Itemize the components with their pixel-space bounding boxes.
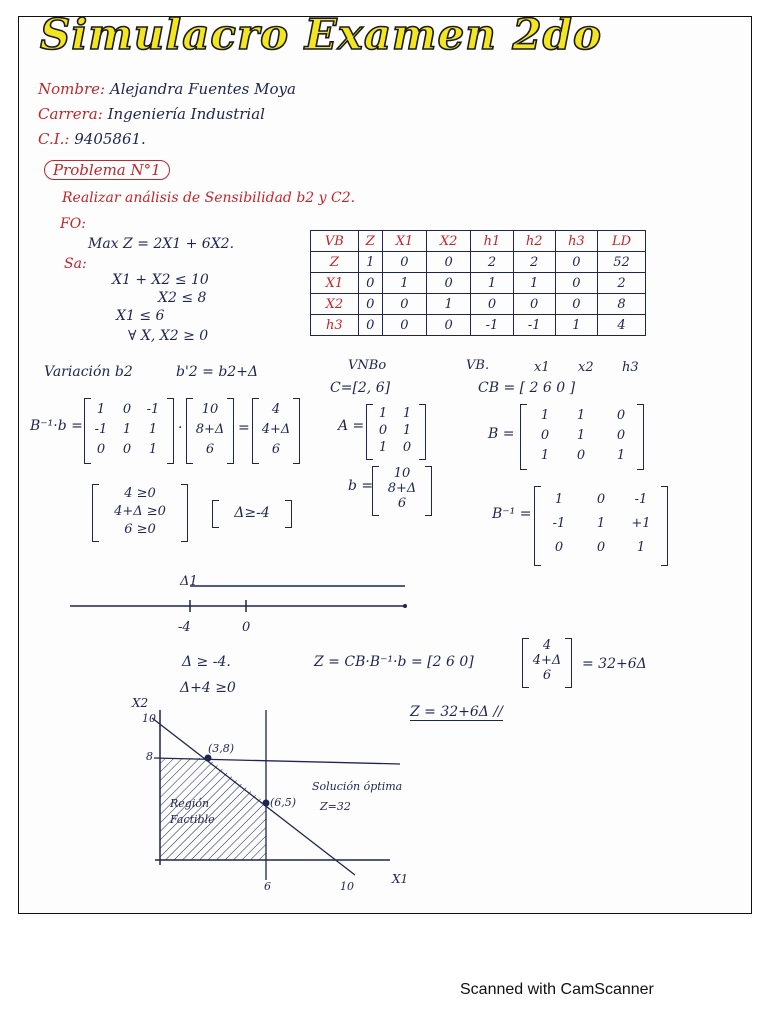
constraint-4: ∀ X, X2 ≥ 0: [128, 328, 209, 344]
simplex-tableau: [310, 230, 646, 336]
matrix-cell: 1: [576, 428, 586, 443]
vector-cell: 8+Δ: [195, 422, 225, 437]
x-axis-label: X1: [392, 872, 409, 886]
vb-binv-matrix: [534, 486, 668, 566]
variation-label: Variación b2: [44, 364, 133, 380]
student-name: [38, 80, 296, 98]
objective-function: Max Z = 2X1 + 6X2.: [88, 236, 235, 252]
table-cell: 0: [358, 273, 382, 294]
vb-label: VB.: [466, 358, 490, 373]
table-cell: 1: [382, 273, 426, 294]
table-row: [311, 273, 646, 294]
problem-heading: Problema N°1: [44, 160, 170, 180]
vnbo-c: C=[2, 6]: [330, 380, 391, 396]
vnbo-label: VNBo: [348, 358, 387, 373]
vector-cell: 6: [542, 668, 552, 683]
table-cell: 8: [598, 294, 646, 315]
tableau-header: VB: [311, 231, 359, 252]
vnbo-b-vector: [372, 466, 432, 516]
tick-zero-label: 0: [242, 620, 251, 635]
table-cell: h3: [311, 315, 359, 336]
table-row: [311, 315, 646, 336]
matrix-cell: -1: [634, 492, 648, 507]
table-cell: 0: [382, 315, 426, 336]
table-cell: 0: [427, 273, 471, 294]
matrix-cell: 1: [596, 516, 606, 531]
matrix-cell: 0: [616, 428, 626, 443]
matrix-cell: 0: [576, 448, 586, 463]
matrix-cell: 0: [378, 423, 388, 438]
b-label: b =: [348, 478, 374, 494]
a-matrix: [366, 404, 426, 460]
matrix-cell: 1: [148, 422, 158, 437]
ci-label: C.I.:: [38, 130, 70, 148]
matrix-cell: 0: [616, 408, 626, 423]
matrix-cell: 1: [96, 402, 106, 417]
table-cell: 2: [513, 252, 555, 273]
matrix-cell: 0: [596, 540, 606, 555]
delta-condition: Δ≥-4: [234, 505, 270, 521]
tableau-header: X1: [382, 231, 426, 252]
vector-cell: 8+Δ: [387, 481, 417, 496]
page-title: Simulacro Examen 2do: [40, 10, 602, 59]
name-label: Nombre:: [38, 80, 106, 98]
z-result: = 32+6Δ: [582, 656, 647, 672]
vb-b-matrix: [520, 404, 644, 470]
matrix-cell: 0: [554, 540, 564, 555]
vector-cell: 4: [271, 402, 281, 417]
z-vector: [522, 638, 572, 688]
tableau-header: Z: [358, 231, 382, 252]
table-cell: 0: [555, 252, 597, 273]
student-ci: [38, 130, 146, 148]
table-cell: 1: [427, 294, 471, 315]
vertex-6-5: [263, 800, 270, 807]
vertex-3-8: [205, 755, 212, 762]
matrix-cell: 1: [616, 448, 626, 463]
matrix-cell: +1: [631, 516, 651, 531]
tableau-header-row: [311, 231, 646, 252]
table-cell: 1: [358, 252, 382, 273]
table-cell: 0: [513, 294, 555, 315]
vb-col-x2: x2: [578, 360, 594, 375]
vector-cell: 4+Δ: [532, 653, 562, 668]
vb-col-h3: h3: [622, 360, 639, 375]
vector-cell: 10: [201, 402, 219, 417]
y-tick-10: 10: [142, 712, 156, 725]
matrix-cell: 0: [540, 428, 550, 443]
b-vector: [186, 398, 234, 464]
name-value: Alejandra Fuentes Moya: [109, 80, 296, 98]
career-value: Ingeniería Industrial: [107, 105, 265, 123]
table-cell: 1: [513, 273, 555, 294]
tableau-header: h2: [513, 231, 555, 252]
inequality-vector: [92, 484, 188, 542]
matrix-cell: 0: [596, 492, 606, 507]
table-cell: 0: [382, 294, 426, 315]
tableau-header: h3: [555, 231, 597, 252]
bprime-formula: b'2 = b2+Δ: [176, 364, 259, 380]
matrix-cell: 1: [554, 492, 564, 507]
vector-cell: 4+Δ ≥0: [114, 504, 166, 519]
matrix-cell: 1: [122, 422, 132, 437]
career-label: Carrera:: [38, 105, 103, 123]
table-row: [311, 294, 646, 315]
optimal-value: Z=32: [320, 800, 351, 813]
matrix-cell: 1: [402, 423, 412, 438]
matrix-cell: 0: [402, 440, 412, 455]
matrix-cell: 0: [96, 442, 106, 457]
matrix-cell: -1: [94, 422, 108, 437]
dot-operator: ·: [178, 420, 183, 436]
tick-neg-label: -4: [178, 620, 191, 635]
sa-label: Sa:: [64, 256, 87, 272]
table-cell: 0: [358, 294, 382, 315]
vector-cell: 10: [393, 466, 411, 481]
problem-statement: Realizar análisis de Sensibilidad b2 y C2.: [62, 190, 356, 206]
table-cell: -1: [513, 315, 555, 336]
a-label: A =: [338, 418, 365, 434]
table-cell: 0: [555, 294, 597, 315]
matrix-cell: 1: [378, 440, 388, 455]
binv-b-label: B⁻¹·b =: [30, 418, 83, 434]
vector-cell: 4 ≥0: [124, 486, 156, 501]
table-cell: -1: [471, 315, 513, 336]
point-label-2: (6,5): [270, 796, 297, 809]
delta-axis-label: Δ1: [180, 574, 198, 589]
constraint-3: X1 ≤ 6: [116, 308, 165, 324]
constraint-1: X1 + X2 ≤ 10: [112, 272, 209, 288]
x-tick-6: 6: [264, 880, 271, 893]
table-cell: 0: [382, 252, 426, 273]
tableau-header: LD: [598, 231, 646, 252]
table-cell: 2: [598, 273, 646, 294]
table-cell: 0: [358, 315, 382, 336]
student-career: [38, 105, 265, 123]
vector-cell: 4+Δ: [261, 422, 291, 437]
vector-cell: 6: [271, 442, 281, 457]
matrix-cell: 1: [378, 406, 388, 421]
table-cell: 0: [427, 315, 471, 336]
vb-binv-label: B⁻¹ =: [492, 506, 532, 522]
matrix-cell: -1: [552, 516, 566, 531]
vb-b-label: B =: [488, 426, 515, 442]
y-tick-8: 8: [146, 750, 153, 763]
matrix-cell: -1: [146, 402, 160, 417]
table-cell: 0: [471, 294, 513, 315]
point-label-1: (3,8): [208, 742, 235, 755]
tableau-header: X2: [427, 231, 471, 252]
table-cell: 4: [598, 315, 646, 336]
matrix-cell: 1: [636, 540, 646, 555]
table-cell: Z: [311, 252, 359, 273]
matrix-cell: 1: [540, 408, 550, 423]
table-cell: 0: [427, 252, 471, 273]
ci-value: 9405861.: [74, 130, 146, 148]
table-cell: 2: [471, 252, 513, 273]
z-expression: Z = CB·B⁻¹·b = [2 6 0]: [314, 654, 474, 670]
matrix-cell: 0: [122, 442, 132, 457]
table-cell: X1: [311, 273, 359, 294]
axis-end: [403, 604, 407, 608]
table-cell: 52: [598, 252, 646, 273]
optimal-label: Solución óptima: [312, 780, 403, 793]
delta-line-2: Δ+4 ≥0: [180, 680, 236, 696]
vector-cell: 6 ≥0: [124, 522, 156, 537]
table-cell: 0: [555, 273, 597, 294]
fo-label: FO:: [60, 216, 86, 232]
scanner-watermark: Scanned with CamScanner: [460, 981, 654, 998]
matrix-cell: 1: [576, 408, 586, 423]
x-tick-10: 10: [340, 880, 354, 893]
matrix-cell: 1: [540, 448, 550, 463]
matrix-cell: 0: [122, 402, 132, 417]
cb-vector: CB = [ 2 6 0 ]: [478, 380, 576, 396]
matrix-cell: 1: [148, 442, 158, 457]
y-axis-label: X2: [132, 696, 149, 710]
vector-cell: 6: [397, 496, 407, 511]
delta-condition-box: [212, 500, 292, 528]
vector-cell: 4: [542, 638, 552, 653]
vector-cell: 6: [205, 442, 215, 457]
equals-sign: =: [238, 420, 250, 436]
delta-line-1: Δ ≥ -4.: [182, 654, 231, 670]
z-final: Z = 32+6Δ //: [410, 704, 503, 720]
binv-matrix: [84, 398, 174, 464]
table-row: [311, 252, 646, 273]
number-line: [60, 570, 420, 630]
table-cell: 1: [471, 273, 513, 294]
region-label: Región Factible: [170, 797, 215, 826]
table-cell: 1: [555, 315, 597, 336]
table-cell: X2: [311, 294, 359, 315]
vb-col-x1: x1: [534, 360, 550, 375]
result-vector: [252, 398, 300, 464]
constraint-2: X2 ≤ 8: [158, 290, 207, 306]
matrix-cell: 1: [402, 406, 412, 421]
tableau-header: h1: [471, 231, 513, 252]
